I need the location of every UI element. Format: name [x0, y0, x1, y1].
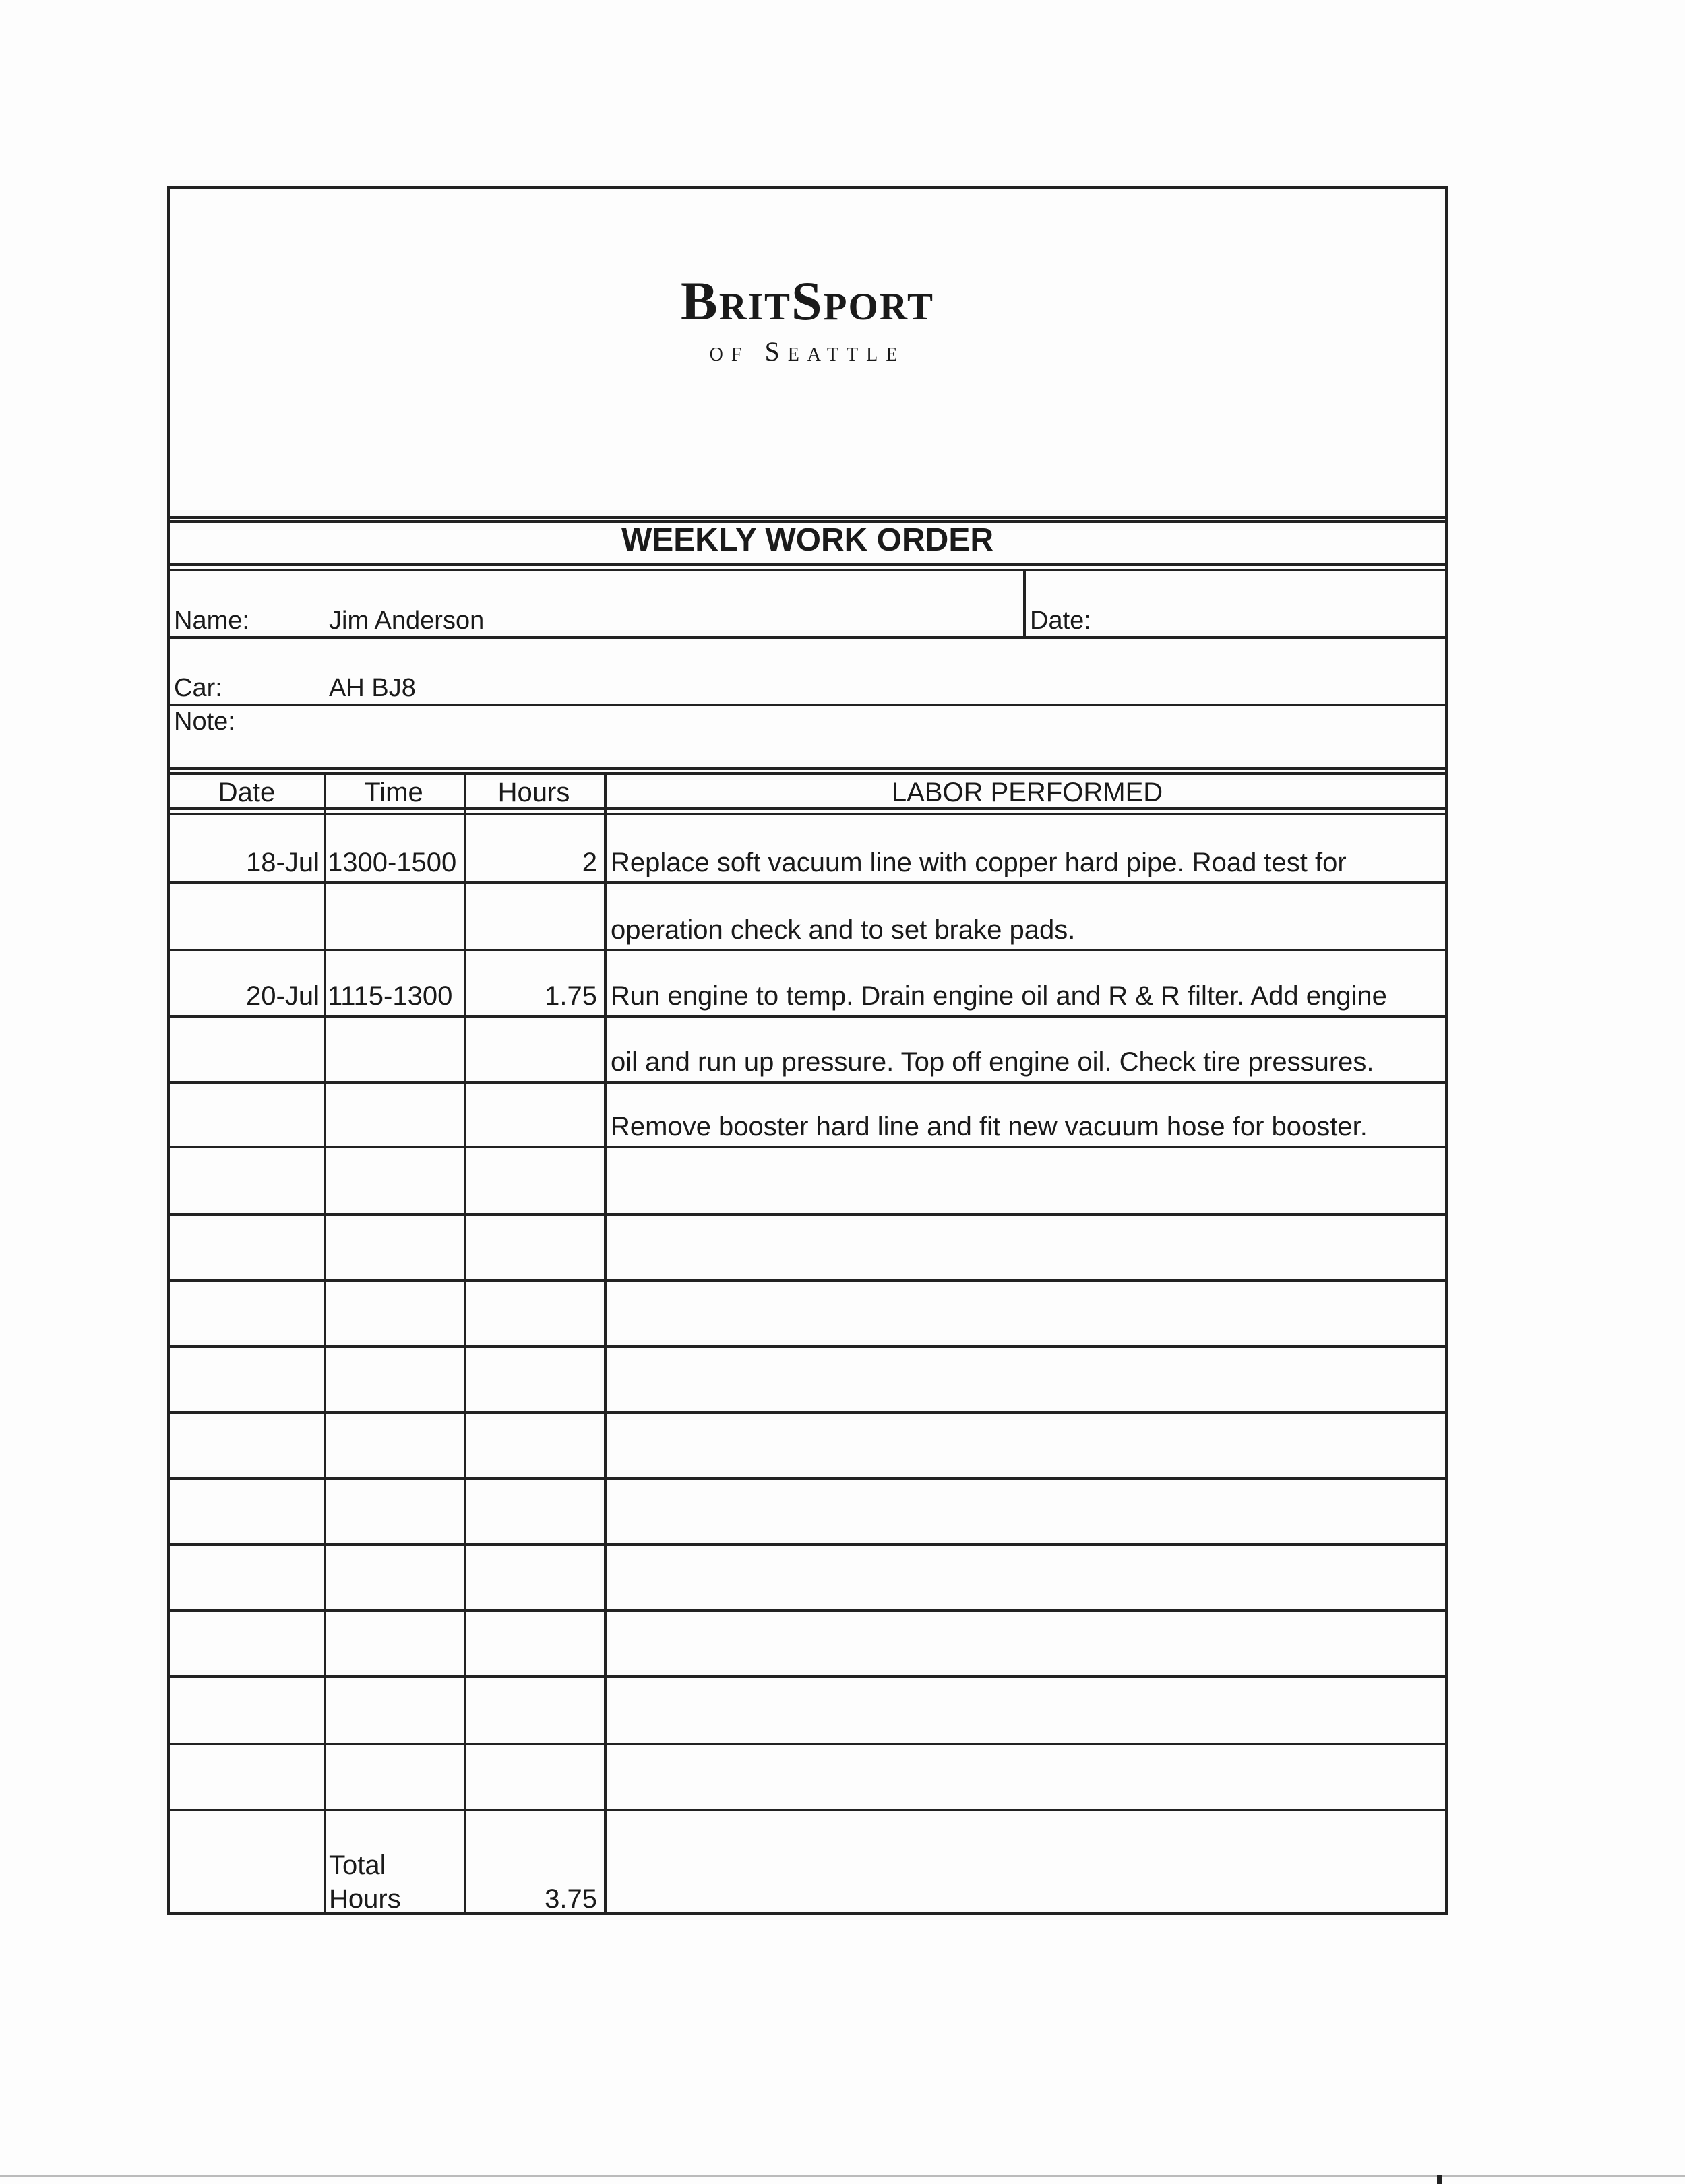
row-hours: 1.75 [545, 981, 597, 1011]
page-edge [0, 2175, 1685, 2177]
brand-subtitle: of Seattle [709, 336, 906, 367]
divider [170, 704, 1445, 706]
column-header-hours: Hours [497, 778, 570, 807]
row-divider [170, 1477, 1445, 1480]
row-divider [170, 1213, 1445, 1216]
divider [170, 807, 1445, 810]
form-title: WEEKLY WORK ORDER [621, 522, 994, 558]
car-label: Car: [174, 674, 222, 702]
row-labor: Run engine to temp. Drain engine oil and R & R filter. Add engine [611, 981, 1387, 1011]
divider [170, 767, 1445, 770]
divider [170, 563, 1445, 566]
total-label: Total [329, 1850, 386, 1880]
divider [170, 772, 1445, 775]
column-header-time: Time [364, 778, 423, 807]
row-divider [170, 1675, 1445, 1678]
total-label: Hours [329, 1884, 401, 1914]
car-value: AH BJ8 [329, 674, 416, 702]
divider [170, 636, 1445, 639]
name-label: Name: [174, 606, 249, 635]
row-divider [170, 1809, 1445, 1811]
name-value: Jim Anderson [329, 606, 485, 635]
row-divider [170, 1081, 1445, 1084]
date-label: Date: [1030, 606, 1091, 635]
row-labor: oil and run up pressure. Top off engine oil. Check tire pressures. [611, 1047, 1374, 1077]
row-divider [170, 949, 1445, 951]
row-date: 20-Jul [246, 981, 319, 1011]
row-divider [170, 1743, 1445, 1745]
column-header-date: Date [218, 778, 276, 807]
row-divider [170, 1146, 1445, 1148]
row-divider [170, 1345, 1445, 1348]
note-label: Note: [174, 708, 235, 736]
row-divider [170, 1543, 1445, 1546]
row-time: 1115-1300 [328, 981, 453, 1011]
brand-logo [170, 270, 1445, 367]
row-time: 1300-1500 [328, 848, 457, 877]
brand-name: BritSport [681, 270, 934, 332]
row-labor: operation check and to set brake pads. [611, 915, 1076, 945]
page-mark [1437, 2175, 1442, 2184]
letterhead [170, 189, 1445, 519]
row-labor: Replace soft vacuum line with copper hard pipe. Road test for [611, 848, 1347, 877]
row-date: 18-Jul [246, 848, 319, 877]
divider [1023, 570, 1026, 636]
divider [170, 813, 1445, 815]
row-divider [170, 1411, 1445, 1414]
row-divider [170, 1279, 1445, 1282]
row-labor: Remove booster hard line and fit new vacuum hose for booster. [611, 1112, 1368, 1142]
divider [170, 569, 1445, 571]
column-header-labor: LABOR PERFORMED [891, 778, 1163, 807]
row-divider [170, 1015, 1445, 1018]
total-hours-value: 3.75 [545, 1884, 597, 1914]
row-hours: 2 [582, 848, 597, 877]
row-divider [170, 1609, 1445, 1612]
row-divider [170, 881, 1445, 884]
work-order-form [167, 186, 1448, 1915]
